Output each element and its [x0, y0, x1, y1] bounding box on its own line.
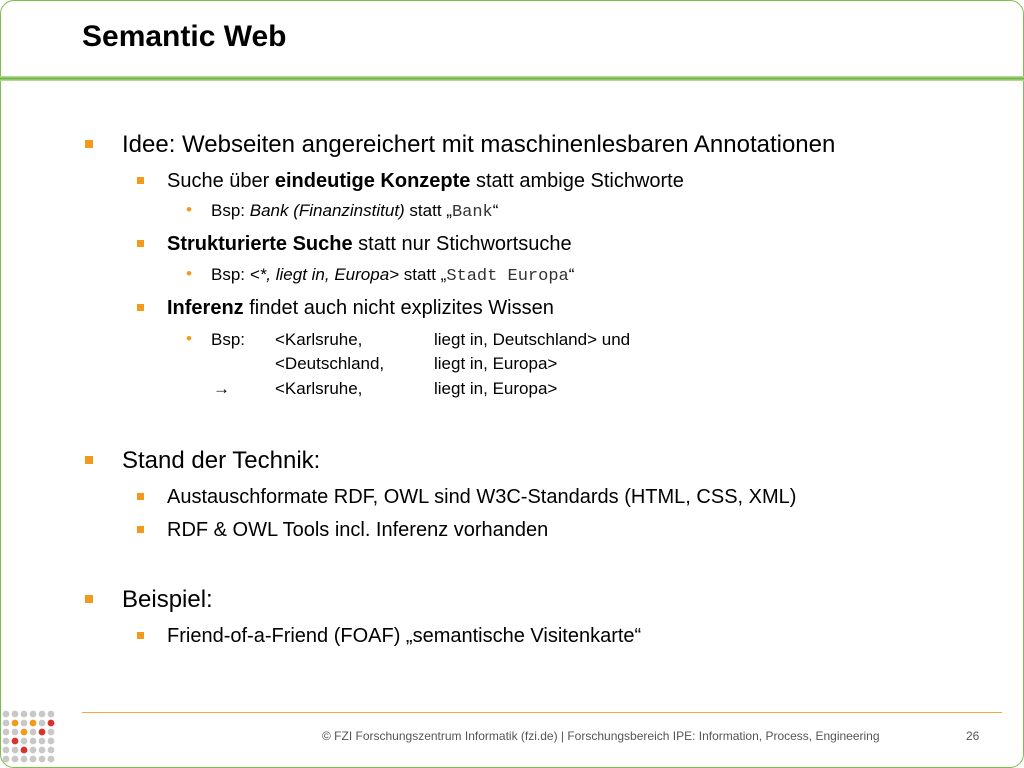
- square-bullet-icon: [137, 304, 144, 311]
- italic-text: Bank (Finanzinstitut): [249, 201, 405, 220]
- logo-dot: [3, 756, 10, 763]
- triple-predicate-object: liegt in, Europa>: [434, 379, 558, 398]
- logo-dot: [30, 747, 37, 754]
- text-segment: Suche über: [167, 170, 275, 192]
- footer-divider: [82, 712, 1002, 713]
- bold-text: eindeutige Konzepte: [274, 170, 471, 192]
- bullet-text: [167, 169, 684, 193]
- bullet-text: [211, 264, 574, 288]
- square-bullet-icon: [137, 177, 144, 184]
- bullet-text: [211, 200, 498, 224]
- text-segment: statt „: [404, 201, 452, 220]
- logo-dot: [3, 747, 10, 754]
- text-segment: Bsp:: [211, 201, 250, 220]
- code-text: Bank: [451, 203, 493, 222]
- logo-dot: [39, 711, 46, 718]
- logo-dot: [30, 738, 37, 745]
- logo-dot: [48, 711, 55, 718]
- triple-predicate-object: liegt in, Europa>: [434, 354, 558, 373]
- logo-dot: [48, 747, 55, 754]
- dot-bullet-icon: •: [186, 329, 192, 348]
- dot-bullet-icon: •: [186, 200, 192, 219]
- bullet-text: RDF & OWL Tools incl. Inferenz vorhanden: [167, 519, 549, 541]
- logo-dot: [21, 756, 28, 763]
- logo-dot: [21, 729, 28, 736]
- dot-bullet-icon: •: [186, 264, 192, 283]
- logo-dot: [21, 738, 28, 745]
- header-divider: [0, 76, 1024, 81]
- text-segment: Bsp:: [211, 265, 250, 284]
- italic-text: <*, liegt in, Europa>: [249, 265, 400, 284]
- triple-predicate-object: liegt in, Deutschland> und: [434, 330, 631, 349]
- bullet-text: [167, 232, 572, 256]
- code-text: Stadt Europa: [446, 267, 569, 286]
- triple-subject: <Karlsruhe,: [275, 330, 363, 349]
- logo-dot: [48, 729, 55, 736]
- slide-title: Semantic Web: [82, 20, 287, 53]
- bullet-text: [167, 296, 554, 320]
- arrow-right-icon: →: [213, 379, 230, 398]
- square-bullet-icon: [85, 456, 93, 464]
- text-segment: “: [568, 265, 575, 284]
- logo-dot: [30, 756, 37, 763]
- fzi-dot-logo: [0, 709, 66, 765]
- logo-dot: [30, 711, 37, 718]
- logo-dot: [39, 720, 46, 727]
- footer-copyright: © FZI Forschungszentrum Informatik (fzi.de) | Forschungsbereich IPE: Information, Process, Engineering: [322, 729, 880, 743]
- square-bullet-icon: [85, 595, 93, 603]
- square-bullet-icon: [137, 632, 144, 639]
- slide-header: [0, 0, 1024, 86]
- triple-subject: <Karlsruhe,: [275, 379, 363, 398]
- bullet-bsp-inferenz: [186, 329, 786, 401]
- logo-dot: [12, 747, 19, 754]
- logo-dot: [3, 711, 10, 718]
- bold-text: Strukturierte Suche: [167, 233, 353, 255]
- bullet-text: Austauschformate RDF, OWL sind W3C-Standards (HTML, CSS, XML): [167, 486, 797, 508]
- logo-dot: [48, 720, 55, 727]
- logo-dot: [3, 720, 10, 727]
- logo-dot: [39, 738, 46, 745]
- square-bullet-icon: [137, 493, 144, 500]
- logo-dot: [12, 720, 19, 727]
- text-segment: statt nur Stichwortsuche: [352, 233, 572, 255]
- logo-dot: [39, 756, 46, 763]
- logo-dot: [39, 729, 46, 736]
- square-bullet-icon: [137, 240, 144, 247]
- bold-text: Inferenz: [167, 297, 244, 319]
- logo-dot: [21, 711, 28, 718]
- logo-dot: [12, 711, 19, 718]
- bullet-text: Beispiel:: [122, 586, 213, 613]
- text-segment: statt „: [399, 265, 447, 284]
- square-bullet-icon: [137, 526, 144, 533]
- logo-dot: [21, 747, 28, 754]
- logo-dot: [3, 738, 10, 745]
- logo-dot: [48, 756, 55, 763]
- logo-dot: [30, 720, 37, 727]
- logo-dot: [12, 738, 19, 745]
- logo-dot: [48, 738, 55, 745]
- text-segment: “: [492, 201, 499, 220]
- bullet-text: Stand der Technik:: [122, 447, 321, 474]
- square-bullet-icon: [85, 140, 93, 148]
- logo-dot: [12, 756, 19, 763]
- logo-dot: [30, 729, 37, 736]
- bsp-label: Bsp:: [211, 330, 246, 349]
- text-segment: statt ambige Stichworte: [470, 170, 684, 192]
- text-segment: findet auch nicht explizites Wissen: [243, 297, 554, 319]
- triple-subject: <Deutschland,: [275, 354, 385, 373]
- page-number: 26: [966, 729, 980, 743]
- logo-dot: [39, 747, 46, 754]
- logo-dot: [12, 729, 19, 736]
- logo-dot: [21, 720, 28, 727]
- bullet-text: Idee: Webseiten angereichert mit maschinenlesbaren Annotationen: [122, 131, 836, 158]
- logo-dot: [3, 729, 10, 736]
- bullet-text: Friend-of-a-Friend (FOAF) „semantische Visitenkarte“: [167, 625, 642, 647]
